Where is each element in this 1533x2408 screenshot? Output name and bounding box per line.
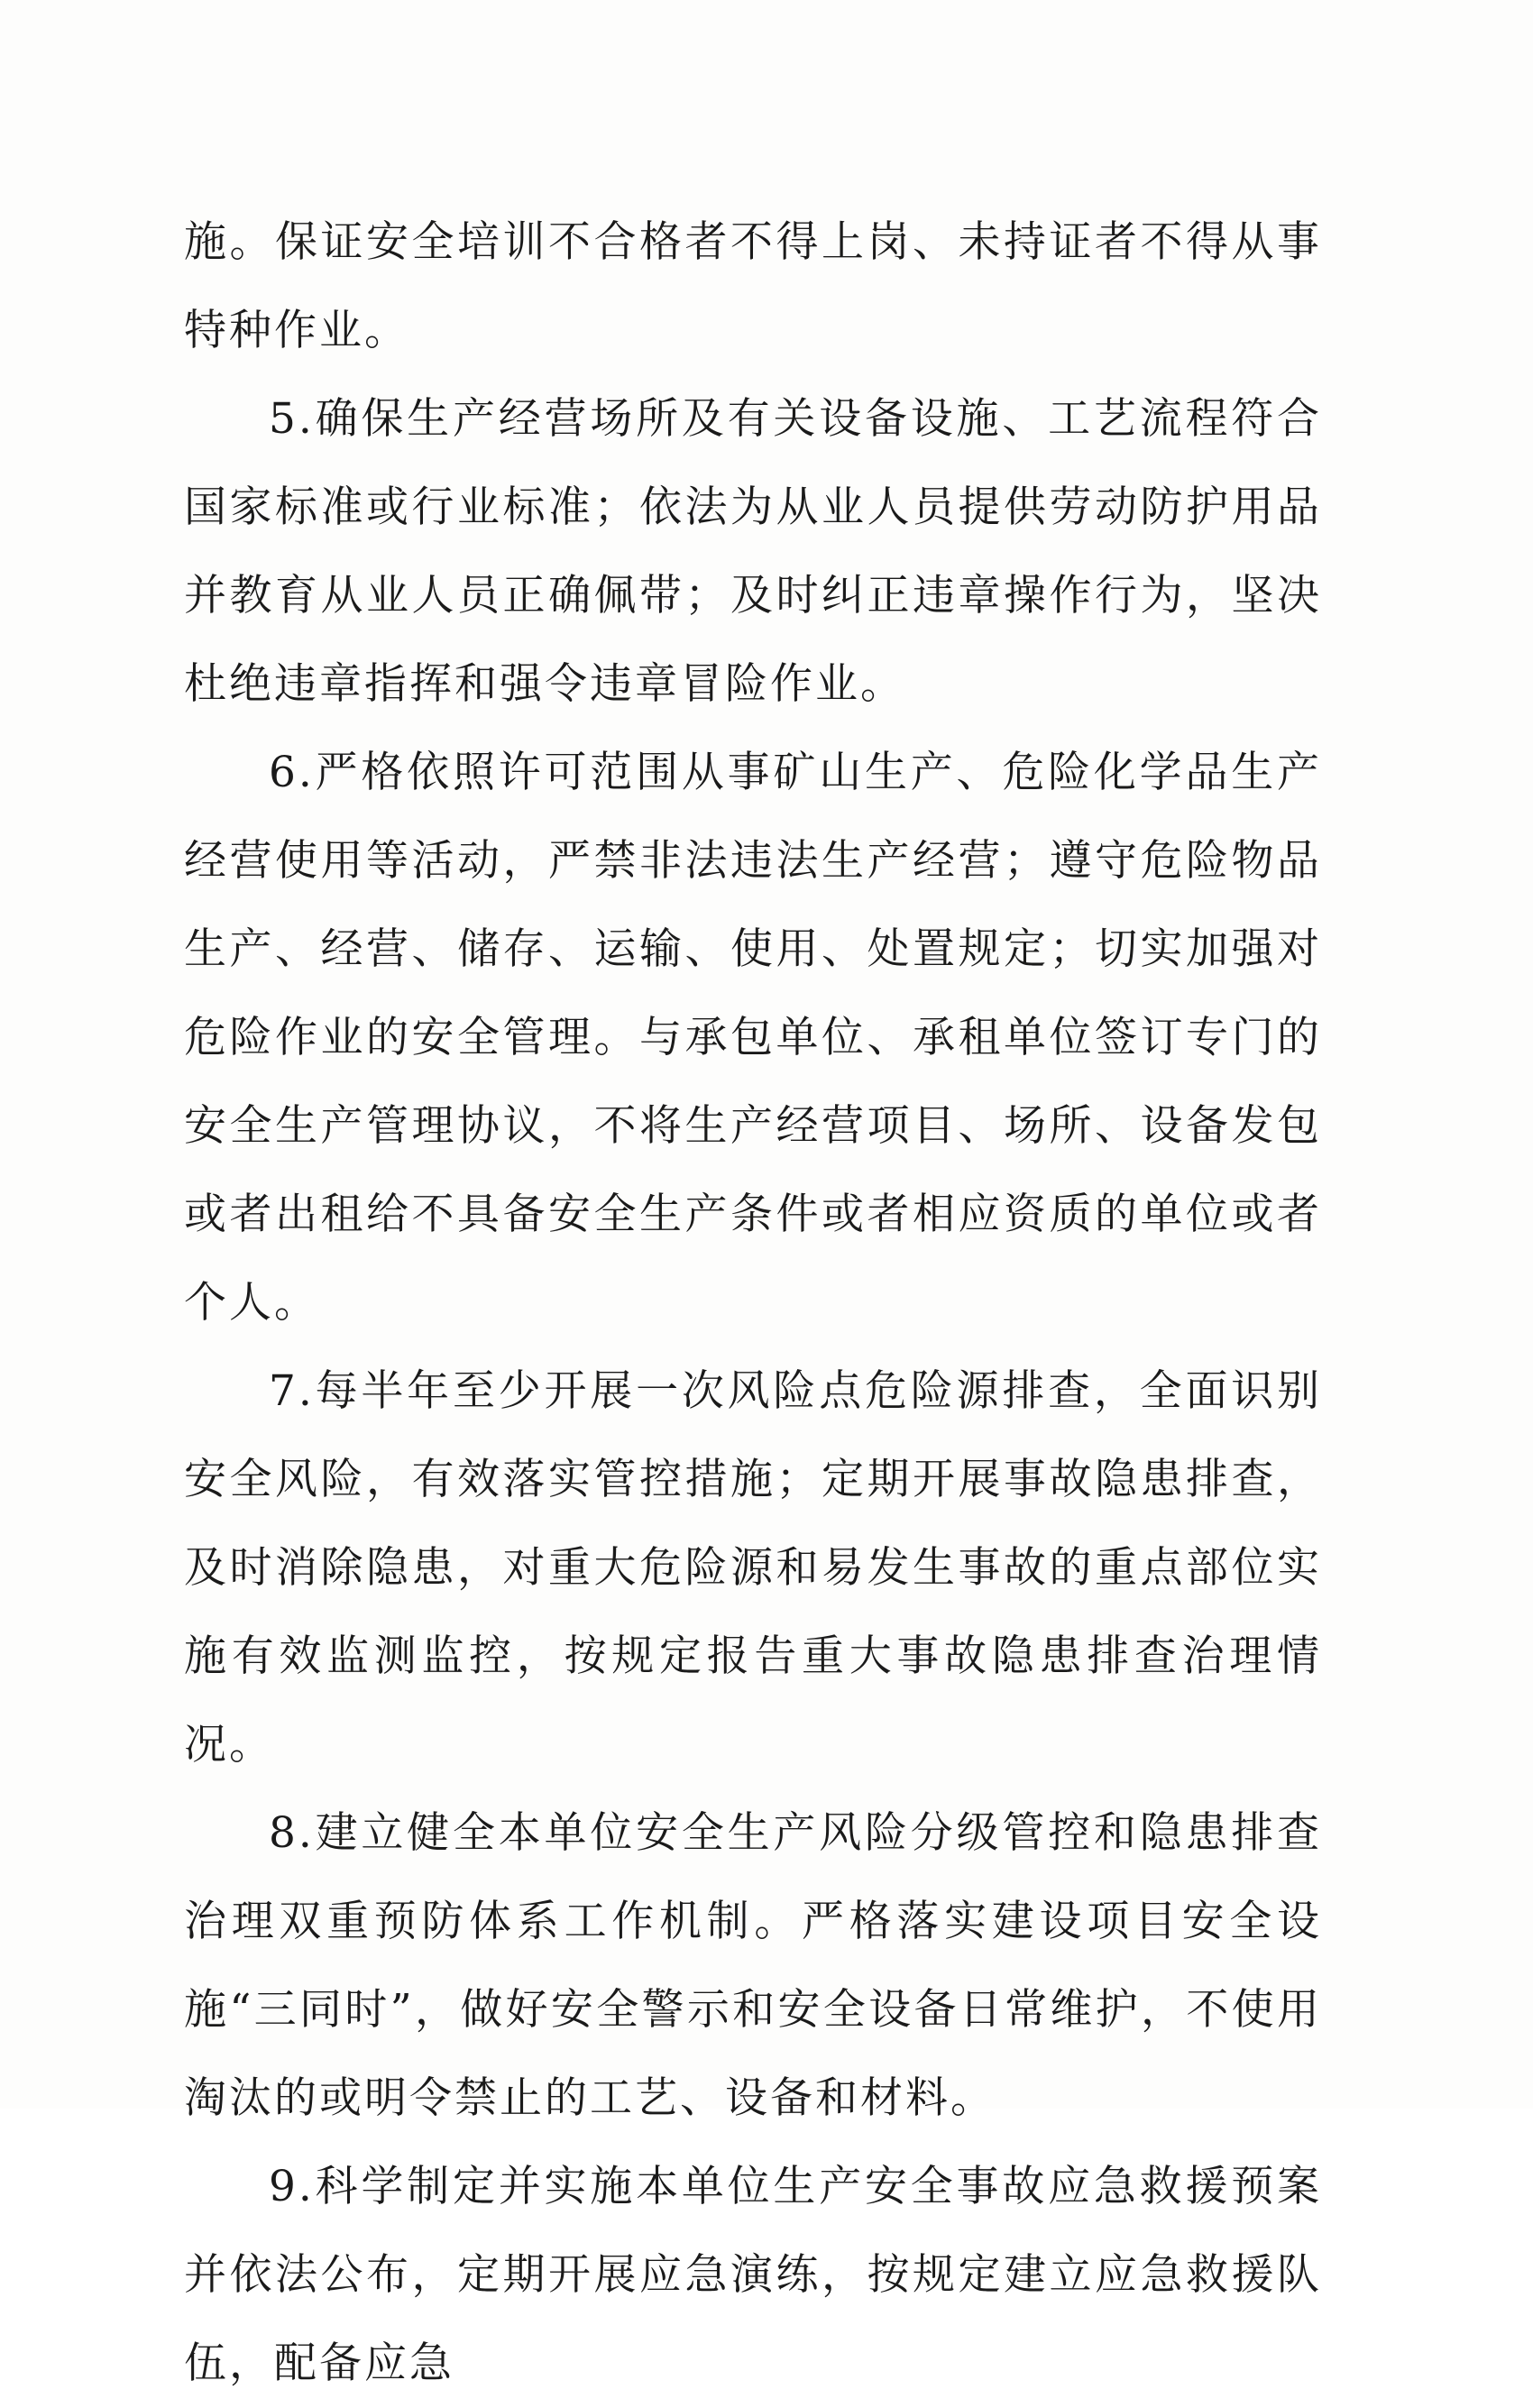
paragraph-item-7: 7.每半年至少开展一次风险点危险源排查，全面识别安全风险，有效落实管控措施；定期开展事故隐患排查，及时消除隐患，对重大危险源和易发生事故的重点部位实施有效监测监控，按规定报告重大事故隐患排查治理情况。	[184, 1366, 1322, 1769]
paragraph-item-6: 6.严格依照许可范围从事矿山生产、危险化学品生产经营使用等活动，严禁非法违法生产经营；遵守危险物品生产、经营、储存、运输、使用、处置规定；切实加强对危险作业的安全管理。与承包单位、承租单位签订专门的安全生产管理协议，不将生产经营项目、场所、设备发包或者出租给不具备安全生产条件或者相应资质的单位或者个人。	[184, 748, 1322, 1328]
paragraph-item-5: 5.确保生产经营场所及有关设备设施、工艺流程符合国家标准或行业标准；依法为从业人员提供劳动防护用品并教育从业人员正确佩带；及时纠正违章操作行为，坚决杜绝违章指挥和强令违章冒险作业。	[184, 394, 1322, 709]
paragraph-continuation: 施。保证安全培训不合格者不得上岗、未持证者不得从事特种作业。	[184, 217, 1322, 355]
paragraph-item-8: 8.建立健全本单位安全生产风险分级管控和隐患排查治理双重预防体系工作机制。严格落实建设项目安全设施“三同时”，做好安全警示和安全设备日常维护，不使用淘汰的或明令禁止的工艺、设备和材料。	[184, 1808, 1322, 2123]
document-body	[184, 198, 1322, 2408]
paragraph-item-9: 9.科学制定并实施本单位生产安全事故应急救援预案并依法公布，定期开展应急演练，按规定建立应急救援队伍，配备应急	[184, 2162, 1322, 2388]
